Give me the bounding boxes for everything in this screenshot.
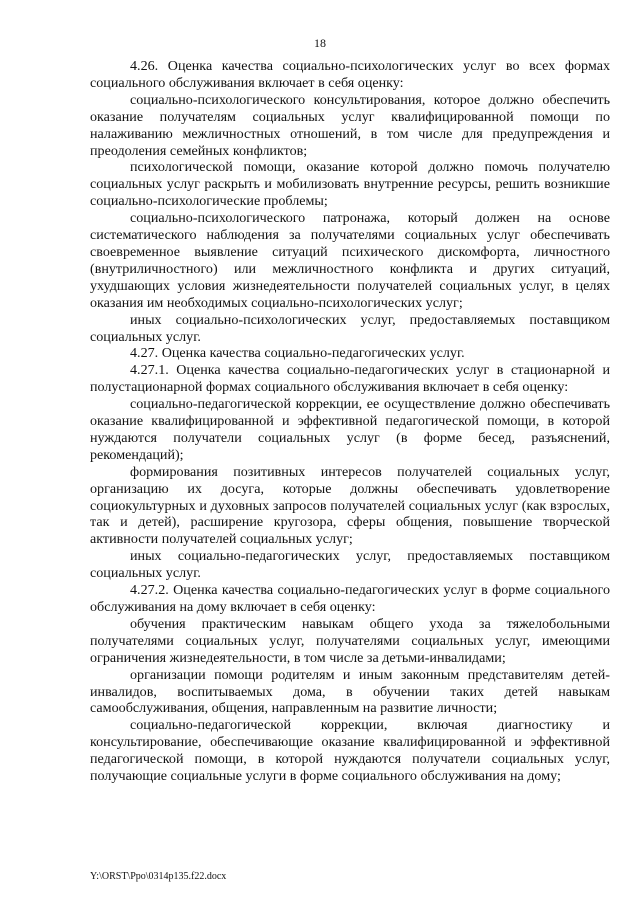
- paragraph-psych-consulting: социально-психологического консультирования, которое должно обеспечить оказание получателям социальных услуг квалифицированной помощи по налаживанию межличностных отношений, в том числе для предупреждения и преодоления семейных конфликтов;: [90, 91, 610, 159]
- paragraph-other-ped-services: иных социально-педагогических услуг, предоставляемых поставщиком социальных услуг.: [90, 548, 610, 582]
- paragraph-4-26: 4.26. Оценка качества социально-психологических услуг во всех формах социального обслуживания включает в себя оценку:: [90, 58, 610, 91]
- paragraph-psych-patronage: социально-психологического патронажа, который должен на основе систематического наблюдения за получателями социальных услуг обеспечивать своевременное выявление ситуаций психического дискомфорта, личностного (внутриличностного) или межличностного конфликта и других ситуаций, ухудшающих условия жизнедеятельности получателей социальных услуг, в целях оказания им необходимых социально-психологических услуг;: [90, 210, 610, 311]
- page-number: 18: [314, 36, 326, 50]
- paragraph-care-training: обучения практическим навыкам общего ухода за тяжелобольными получателями социальных услуг, получателями социальных услуг, имеющими ограничения жизнедеятельности, в том числе за детьми-инвалидами;: [90, 615, 610, 666]
- paragraph-4-27-2: 4.27.2. Оценка качества социально-педагогических услуг в форме социального обслуживания на дому включает в себя оценку:: [90, 582, 610, 615]
- paragraph-4-27-1: 4.27.1. Оценка качества социально-педагогических услуг в стационарной и полустационарной формах социального обслуживания включает в себя оценку:: [90, 362, 610, 396]
- paragraph-4-27: 4.27. Оценка качества социально-педагогических услуг.: [130, 345, 465, 362]
- document-body: [90, 58, 610, 785]
- paragraph-ped-correction-home: социально-педагогической коррекции, включая диагностику и консультирование, обеспечивающие оказание квалифицированной и эффективной педагогической помощи, в которой нуждаются получатели социальных услуг, получающие социальные услуги в форме социального обслуживания на дому;: [90, 717, 610, 785]
- paragraph-parent-help: организации помощи родителям и иным законным представителям детей-инвалидов, воспитываемых дома, в обучении таких детей навыкам самообслуживания, общения, направленным на развитие личности;: [90, 666, 610, 717]
- paragraph-psych-help: психологической помощи, оказание которой должно помочь получателю социальных услуг раскрыть и мобилизовать внутренние ресурсы, решить возникшие социально-психологические проблемы;: [90, 159, 610, 210]
- paragraph-ped-correction: социально-педагогической коррекции, ее осуществление должно обеспечивать оказание квалифицированной и эффективной педагогической помощи, в которой нуждаются получатели социальных услуг (в форме бесед, разъяснений, рекомендаций);: [90, 396, 610, 463]
- file-path-footer: Y:\ORST\Ppo\0314p135.f22.docx: [90, 871, 227, 882]
- paragraph-other-psych-services: иных социально-психологических услуг, предоставляемых поставщиком социальных услуг.: [90, 311, 610, 345]
- paragraph-positive-interests: формирования позитивных интересов получателей социальных услуг, организацию их досуга, которые должны обеспечивать удовлетворение социокультурных и духовных запросов получателей социальных услуг (как взрослых, так и детей), расширение кругозора, сферы общения, повышение творческой активности получателей социальных услуг;: [90, 463, 610, 548]
